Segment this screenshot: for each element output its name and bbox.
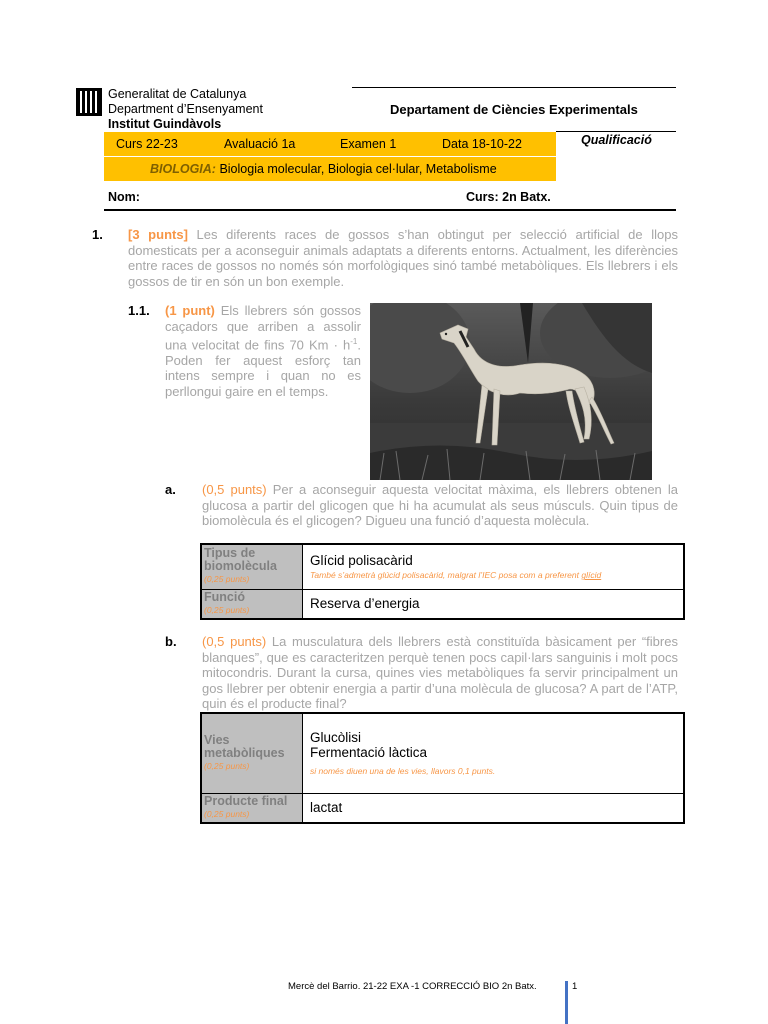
question-1-1-points: (1 punt): [165, 303, 215, 318]
answer-table-a: [200, 543, 685, 620]
answer-a-row1-note-text: També s’admetrà glúcid polisacàrid, malgrat l’IEC posa com a preferent: [310, 570, 582, 581]
exam-label: Examen 1: [340, 137, 397, 151]
question-1-1-body-end: . Poden fer aquest esforç tan intens sempre i quan no es perllongui gaire en el temps.: [165, 337, 361, 399]
subject-topics: Biologia molecular, Biologia cel·lular, Metabolisme: [215, 162, 497, 176]
date-label: Data 18-10-22: [442, 137, 522, 151]
answer-b-row2-value: lactat: [303, 793, 685, 823]
header-rule: [352, 87, 676, 88]
subject-band: [104, 156, 556, 181]
part-a-text: [202, 482, 678, 529]
grade-label: Qualificació: [581, 133, 652, 147]
answer-table-b: [200, 712, 685, 824]
question-1-body: Les diferents races de gossos s’han obtingut per selecció artificial de llops domesticats per a aconseguir animals adaptats a diferents entorns. Actualment, les diferències entre races de gossos no només són morfològiques sinó també metabòliques. Els llebrers i els gossos de tir en són un bon exemple.: [128, 227, 678, 289]
answer-a-row1-label-text: Tipus de biomolècula: [204, 546, 277, 574]
org-line-2: Department d’Ensenyament: [108, 102, 263, 116]
generalitat-logo-icon: [76, 88, 102, 116]
answer-b-note: si només diuen una de les vies, llavors 0,1 punts.: [310, 766, 496, 777]
grade-rule: [556, 131, 676, 132]
department-title: Departament de Ciències Experimentals: [390, 102, 638, 117]
org-line-1: Generalitat de Catalunya: [108, 87, 247, 101]
answer-a-row1-text: Glícid polisacàrid: [310, 553, 413, 569]
answer-b-row1-label-text: Vies metabòliques: [204, 732, 285, 760]
answer-b-line2: Fermentació làctica: [310, 745, 428, 761]
answer-b-row1-label: [201, 713, 303, 793]
page-number-bar: [565, 981, 568, 1024]
class-label: Curs: 2n Batx.: [466, 190, 551, 204]
name-rule: [104, 209, 676, 211]
evaluation-label: Avaluació 1a: [224, 137, 296, 151]
answer-a-row1-note-underline: glícid: [581, 570, 602, 581]
answer-b-row2-points: (0,25 punts): [204, 808, 250, 819]
part-b-letter: b.: [165, 634, 177, 649]
question-1-1-number: 1.1.: [128, 303, 150, 318]
course-label: Curs 22-23: [116, 137, 178, 151]
part-b-points: (0,5 punts): [202, 634, 267, 649]
answer-a-row2-value: Reserva d’energia: [303, 589, 685, 619]
answer-a-row1-note: [310, 570, 676, 580]
question-1-1-body: Els llebrers són gossos caçadors que arriben a assolir una velocitat de fins 70 Km · h: [165, 303, 362, 353]
part-a-body: Per a aconseguir aquesta velocitat màxima, els llebrers obtenen la glucosa a partir del glicogen que hi ha acumulat als seus músculs. Quin tipus de biomolècula és el glicogen? Digueu una funció d’aquesta molècula.: [202, 482, 678, 528]
answer-a-row1-label: [201, 544, 303, 589]
question-1-number: 1.: [92, 227, 103, 242]
answer-a-row1-value: [303, 544, 685, 589]
exam-info-band: [104, 132, 556, 156]
question-1-1-text: [165, 303, 361, 399]
answer-a-row2-label-text: Funció: [204, 589, 245, 604]
name-label: Nom:: [108, 190, 140, 204]
subject-name: BIOLOGIA:: [150, 162, 216, 176]
footer-text: Mercè del Barrio. 21-22 EXA -1 CORRECCIÓ BIO 2n Batx.: [288, 981, 537, 992]
answer-b-row1-value: [303, 713, 685, 793]
answer-b-row2-label-text: Producte final: [204, 793, 288, 808]
answer-a-row2-label: [201, 589, 303, 619]
answer-a-row1-points: (0,25 punts): [204, 574, 250, 585]
school-name: Institut Guindàvols: [108, 117, 222, 131]
greyhound-photo-icon: [370, 303, 652, 480]
part-a-letter: a.: [165, 482, 176, 497]
question-1-points: [3 punts]: [128, 227, 188, 242]
part-b-text: [202, 634, 678, 712]
answer-b-row2-label: [201, 793, 303, 823]
answer-b-row1-points: (0,25 punts): [204, 760, 250, 771]
answer-b-line1: Glucòlisi: [310, 730, 362, 746]
page-number: 1: [572, 981, 578, 992]
question-1-text: [128, 227, 678, 289]
subject-line: [150, 162, 497, 176]
answer-a-row2-points: (0,25 punts): [204, 604, 250, 615]
question-1-1-sup: -1: [350, 337, 358, 346]
part-b-body: La musculatura dels llebrers està constituïda bàsicament per “fibres blanques”, que es caracteritzen perquè tenen pocs capil·lars sanguinis i molt pocs mitocondris. Durant la cursa, quines vies metabòliques fa servir principalment un gos llebrer per obtenir energia a partir d’una molècula de glucosa? A part de l’ATP, quin és el producte final?: [202, 634, 678, 711]
part-a-points: (0,5 punts): [202, 482, 267, 497]
